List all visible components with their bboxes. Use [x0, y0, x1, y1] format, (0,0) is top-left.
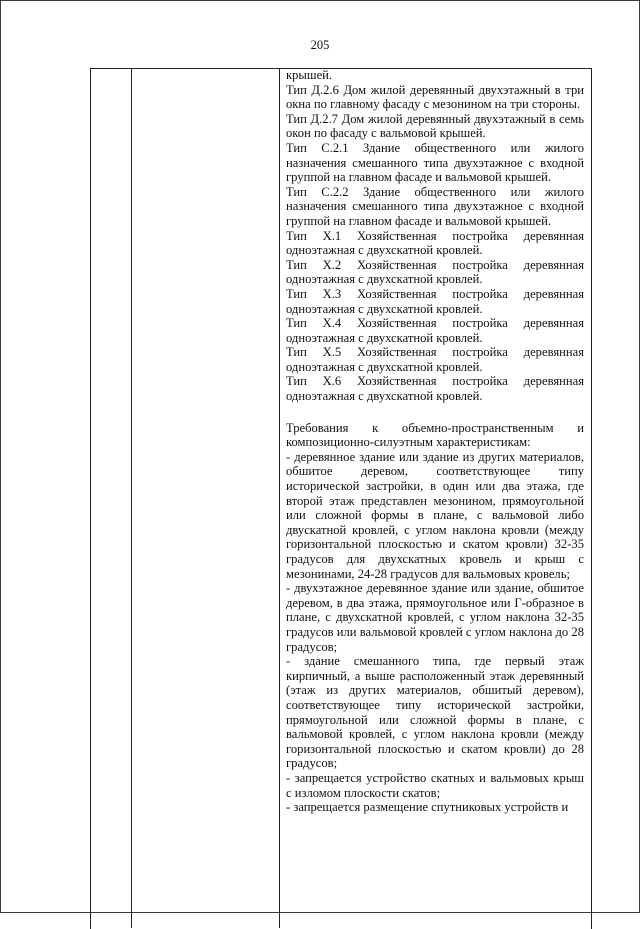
paragraph: Тип Д.2.7 Дом жилой деревянный двухэтажный в семь окон по фасаду с вальмовой крышей.	[286, 111, 584, 141]
paragraph: Тип Х.6 Хозяйственная постройка деревянная одноэтажная с двухскатной кровлей.	[286, 374, 584, 404]
paragraph: - запрещается устройство скатных и вальмовых крыш с изломом плоскости скатов;	[286, 770, 584, 800]
paragraph: - двухэтажное деревянное здание или здание, обшитое деревом, в два этажа, прямоугольное или Г-образное в плане, с двухскатной кровлей, с углом наклона 32-35 градусов или вальмовой кровлей с углом наклона до 28 градусов;	[286, 581, 584, 654]
paragraph: Тип Х.1 Хозяйственная постройка деревянная одноэтажная с двухскатной кровлей.	[286, 228, 584, 258]
paragraph: Тип С.2.2 Здание общественного или жилого назначения смешанного типа двухэтажное с входной группой на главном фасаде и вальмовой крышей.	[286, 184, 584, 228]
table-cell-text	[286, 68, 584, 815]
column-divider	[279, 68, 280, 928]
paragraph: Тип Х.3 Хозяйственная постройка деревянная одноэтажная с двухскатной кровлей.	[286, 286, 584, 316]
paragraph: - запрещается размещение спутниковых устройств и	[286, 800, 569, 815]
paragraph: Тип Х.4 Хозяйственная постройка деревянная одноэтажная с двухскатной кровлей.	[286, 316, 584, 345]
paragraph: Тип Д.2.6 Дом жилой деревянный двухэтажный в три окна по главному фасаду с мезонином на три стороны.	[286, 82, 584, 112]
paragraph: - здание смешанного типа, где первый этаж кирпичный, а выше расположенный этаж деревянный (этаж из других материалов, обшитый деревом), соответствующее типу исторической застройки, прямоугольной или сложной формы в плане, с вальмовой кровлей, с углом наклона кровли (между горизонтальной плоскостью и скатом кровли) до 28 градусов;	[286, 654, 584, 771]
paragraph: Тип С.2.1 Здание общественного или жилого назначения смешанного типа двухэтажное с входной группой на главном фасаде и вальмовой крышей.	[286, 140, 584, 185]
paragraph: - деревянное здание или здание из других материалов, обшитое деревом, соответствующее типу исторической застройки, в один или два этажа, где второй этаж представлен мезонином, прямоугольной или сложной формы в плане, с вальмовой либо двускатной кровлей, с углом наклона кровли (между горизонтальной плоскостью и скатом кровли) 32-35 градусов для двухскатных кровель и крыш с мезонинами, 24-28 градусов для вальмовых кровель;	[286, 449, 584, 581]
paragraph: Тип Х.5 Хозяйственная постройка деревянная одноэтажная с двухскатной кровлей.	[286, 345, 584, 374]
paragraph: Требования к объемно-пространственным и композиционно-силуэтным характеристикам:	[286, 420, 584, 450]
spacer	[286, 404, 584, 421]
page-number: 205	[310, 38, 330, 52]
paragraph: крышей.	[286, 68, 333, 82]
column-divider	[131, 68, 132, 928]
paragraph: Тип Х.2 Хозяйственная постройка деревянная одноэтажная с двухскатной кровлей.	[286, 257, 584, 287]
